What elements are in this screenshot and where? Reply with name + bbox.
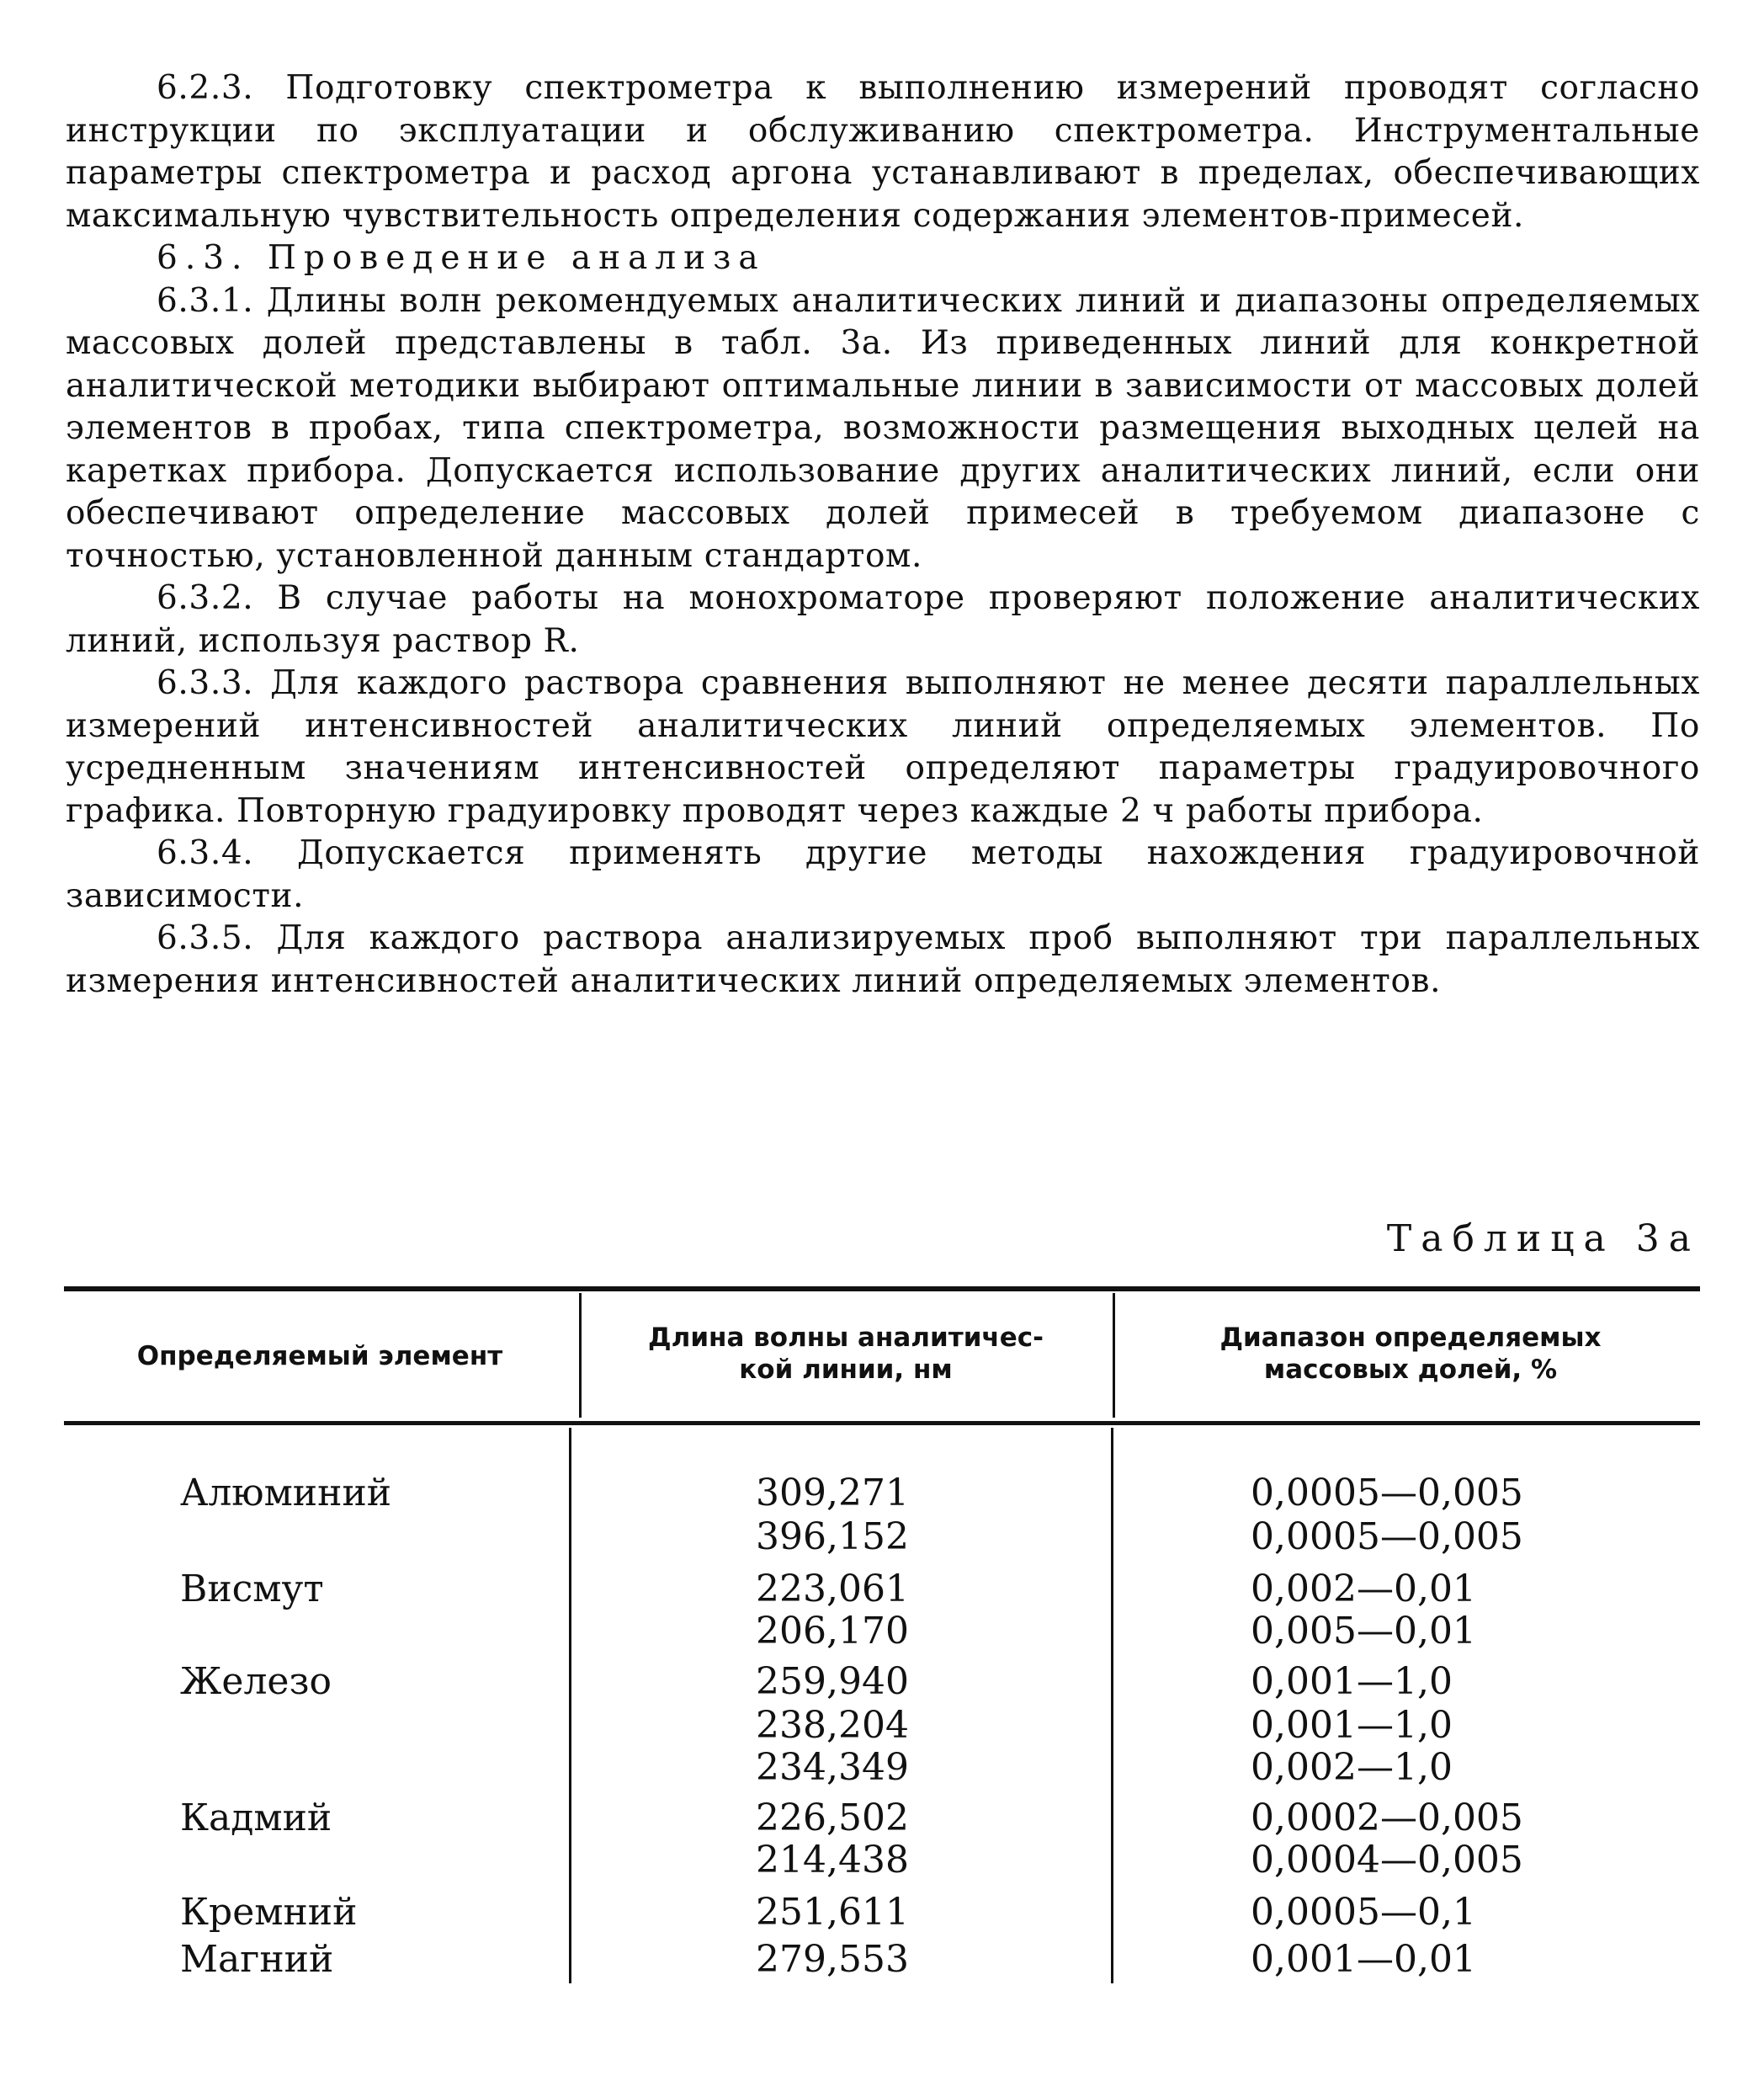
range-cell: 0,0005—0,005	[1251, 1515, 1523, 1558]
table-row	[0, 1938, 1764, 1982]
range-cell: 0,0005—0,005	[1251, 1472, 1523, 1514]
header-range-line2: массовых долей, %	[1263, 1355, 1558, 1385]
range-cell: 0,002—1,0	[1251, 1746, 1453, 1789]
range-cell: 0,005—0,01	[1251, 1610, 1476, 1653]
table-row	[0, 1796, 1764, 1840]
body-text	[66, 67, 1700, 1003]
range-cell: 0,0002—0,005	[1251, 1796, 1523, 1839]
paragraph-6-3-3: 6.3.3. Для каждого раствора сравнения выполняют не менее десяти параллельных измерений интенсивностей аналитических линий определяемых элементов. По усредненным значениям интенсивностей определяют параметры градуировочного графика. Повторную градуировку проводят через каждые 2 ч работы прибора.	[66, 664, 1700, 830]
header-divider-1	[579, 1293, 582, 1418]
element-cell: Кадмий	[180, 1796, 332, 1839]
wavelength-cell: 396,152	[756, 1515, 909, 1558]
header-range	[1124, 1322, 1697, 1386]
range-cell: 0,001—1,0	[1251, 1704, 1453, 1747]
table-top-rule	[64, 1286, 1700, 1291]
header-wavelength-line2: кой линии, нм	[739, 1355, 953, 1385]
table-row	[0, 1891, 1764, 1935]
wavelength-cell: 259,940	[756, 1660, 909, 1703]
wavelength-cell: 234,349	[756, 1746, 909, 1789]
table-header-rule	[64, 1421, 1700, 1425]
paragraph-6-3-1: 6.3.1. Длины волн рекомендуемых аналитических линий и диапазоны определяемых массовых долей представлены в табл. 3а. Из приведенных линий для конкретной аналитической методики выбирают оптимальные линии в зависимости от массовых долей элементов в пробах, типа спектрометра, возможности размещения выходных целей на каретках прибора. Допускается использование других аналитических линий, если они обеспечивают определение массовых долей примесей в требуемом диапазоне с точностью, установленной данным стандартом.	[66, 281, 1700, 575]
wavelength-cell: 309,271	[756, 1472, 909, 1514]
table-row	[0, 1704, 1764, 1748]
range-cell: 0,001—0,01	[1251, 1938, 1476, 1981]
header-element-label: Определяемый элемент	[136, 1341, 503, 1371]
wavelength-cell: 251,611	[756, 1891, 909, 1934]
wavelength-cell: 206,170	[756, 1610, 909, 1653]
table-row	[0, 1610, 1764, 1653]
table-row	[0, 1472, 1764, 1515]
element-cell: Алюминий	[180, 1472, 392, 1514]
wavelength-cell: 238,204	[756, 1704, 909, 1747]
table-row	[0, 1839, 1764, 1882]
header-element	[76, 1340, 564, 1372]
paragraph-6-3-5: 6.3.5. Для каждого раствора анализируемых проб выполняют три параллельных измерения интенсивностей аналитических линий определяемых элементов.	[66, 919, 1700, 1000]
range-cell: 0,0005—0,1	[1251, 1891, 1476, 1934]
element-cell: Висмут	[180, 1567, 324, 1610]
table-row	[0, 1567, 1764, 1611]
element-cell: Кремний	[180, 1891, 358, 1934]
table-caption: Таблица 3а	[1386, 1217, 1700, 1260]
range-cell: 0,002—0,01	[1251, 1567, 1476, 1610]
header-range-line1: Диапазон определяемых	[1219, 1323, 1602, 1353]
paragraph-6-3-4: 6.3.4. Допускается применять другие методы нахождения градуировочной зависимости.	[66, 834, 1700, 915]
wavelength-cell: 223,061	[756, 1567, 909, 1610]
range-cell: 0,001—1,0	[1251, 1660, 1453, 1703]
wavelength-cell: 214,438	[756, 1839, 909, 1881]
table-row	[0, 1660, 1764, 1704]
wavelength-cell: 279,553	[756, 1938, 909, 1981]
element-cell: Железо	[180, 1660, 332, 1703]
header-divider-2	[1113, 1293, 1115, 1418]
paragraph-6-3-2: 6.3.2. В случае работы на монохроматоре проверяют положение аналитических линий, используя раствор R.	[66, 579, 1700, 660]
section-heading-6-3: 6.3. Проведение анализа	[157, 239, 766, 277]
range-cell: 0,0004—0,005	[1251, 1839, 1523, 1881]
element-cell: Магний	[180, 1938, 334, 1981]
table-row	[0, 1515, 1764, 1559]
paragraph-6-2-3: 6.2.3. Подготовку спектрометра к выполнению измерений проводят согласно инструкции по эксплуатации и обслуживанию спектрометра. Инструментальные параметры спектрометра и расход аргона устанавливают в пределах, обеспечивающих максимальную чувствительность определения содержания элементов-примесей.	[66, 69, 1700, 235]
header-wavelength-line1: Длина волны аналитичес-	[648, 1323, 1044, 1353]
table-row	[0, 1746, 1764, 1790]
header-wavelength	[589, 1322, 1102, 1386]
wavelength-cell: 226,502	[756, 1796, 909, 1839]
